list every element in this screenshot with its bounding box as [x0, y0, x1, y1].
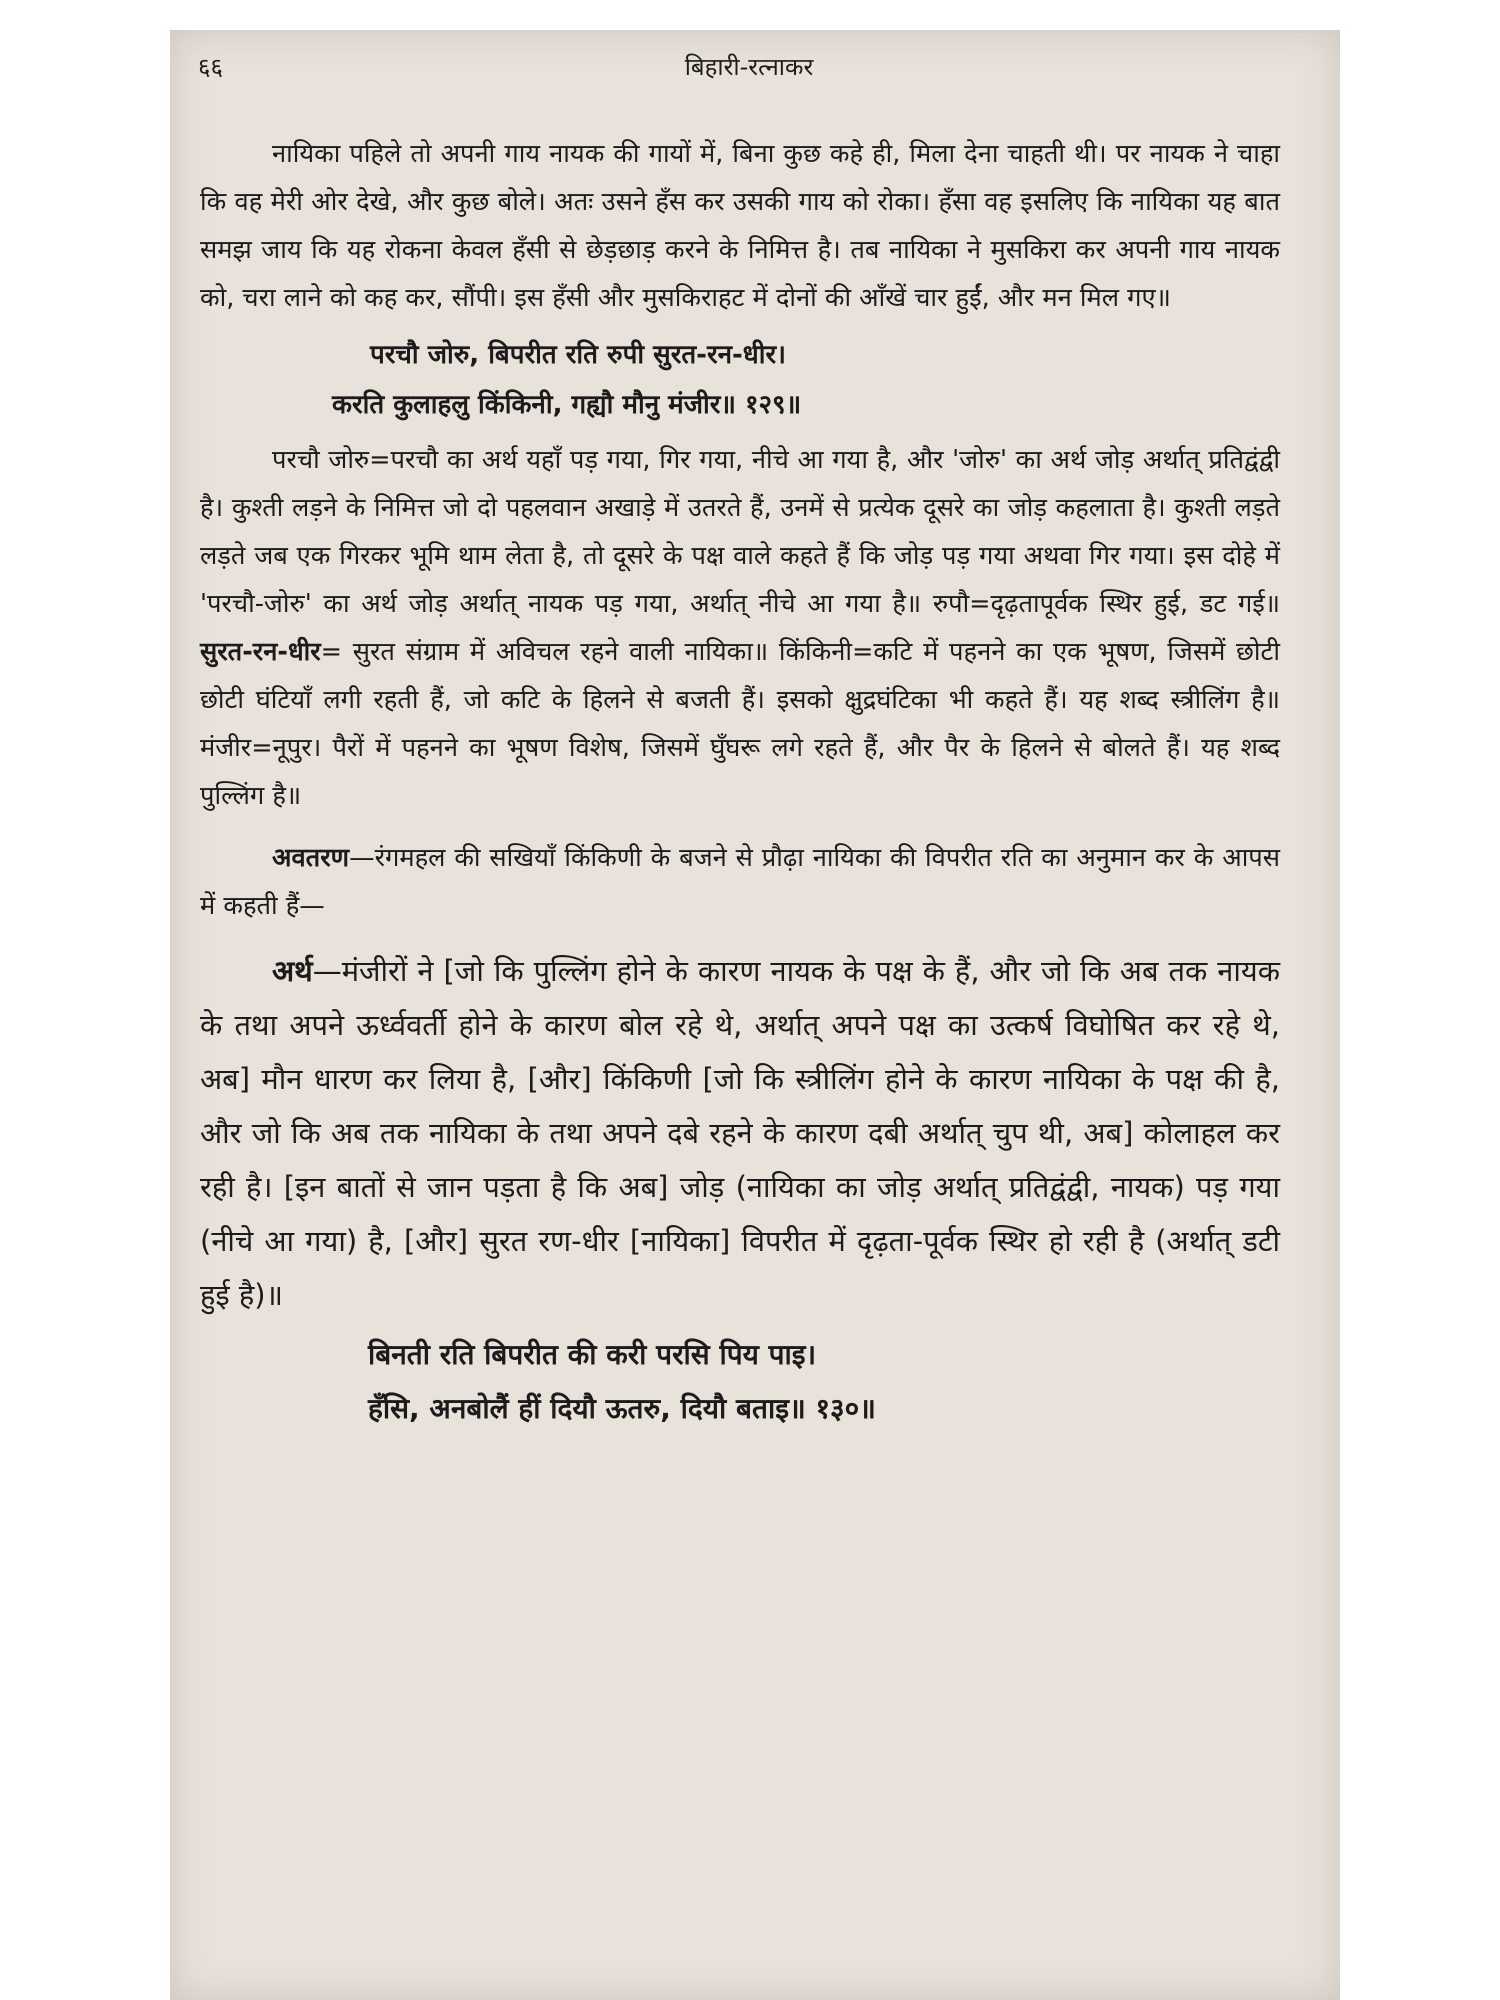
verse-130-line-1: बिनती रति बिपरीत की करी परसि पिय पाइ। [368, 1338, 817, 1371]
meaning-text: —मंजीरों ने [जो कि पुल्लिंग होने के कारण नायक के पक्ष के हैं, और जो कि अब तक नायक के तथा अपने ऊर्ध्ववर्ती होने के कारण बोल रहे थे, अर्थात् अपने पक्ष का उत्कर्ष विघोषित कर रहे थे, अब] मौन धारण कर लिया है, [और] किंकिणी [जो कि स्त्रीलिंग होने के कारण नायिका के पक्ष की है, और जो कि अब तक नायिका के तथा अपने दबे रहने के कारण दबी अर्थात् चुप थी, अब] कोलाहल कर रही है। [इन बातों से जान पड़ता है कि अब] जोड़ (नायिका का जोड़ अर्थात् प्रतिद्वंद्वी, नायक) पड़ गया (नीचे आ गया) है, [और] सुरत रण-धीर [नायिका] विपरीत में दृढ़ता-पूर्वक स्थिर हो रही है (अर्थात् डटी हुई है)॥ [200, 954, 1280, 1312]
glossary-text-rest: = सुरत संग्राम में अविचल रहने वाली नायिका॥ किंकिनी=कटि में पहनने का एक भूषण, जिसमें छोटी छोटी घंटियाँ लगी रहती हैं, जो कटि के हिलने से बजती हैं। इसको क्षुद्रघंटिका भी कहते हैं। यह शब्द स्त्रीलिंग है॥ मंजीर=नूपुर। पैरों में पहनने का भूषण विशेष, जिसमें घुँघरू लगे रहते हैं, और पैर के हिलने से बोलते हैं। यह शब्द पुल्लिंग है॥ [200, 637, 1280, 811]
page-number: ६६ [198, 53, 223, 81]
paragraph-avataran [200, 834, 1280, 930]
page-header [198, 50, 1300, 90]
paragraph-meaning [200, 944, 1280, 1322]
running-title: बिहारी-रत्नाकर [684, 53, 814, 81]
glossary-text: =परचौ का अर्थ यहाँ पड़ गया, गिर गया, नीचे आ गया है, और 'जोरु' का अर्थ जोड़ अर्थात् प्रतिद्वंद्वी है। कुश्ती लड़ने के निमित्त जो दो पहलवान अखाड़े में उतरते हैं, उनमें से प्रत्येक दूसरे का जोड़ कहलाता है। कुश्ती लड़ते लड़ते जब एक गिरकर भूमि थाम लेता है, तो दूसरे के पक्ष वाले कहते हैं कि जोड़ पड़ गया अथवा गिर गया। इस दोहे में 'परचौ-जोरु' का अर्थ जोड़ अर्थात् नायक पड़ गया, अर्थात् नीचे आ गया है॥ रुपौ=दृढ़तापूर्वक स्थिर हुई, डट गई॥ [200, 445, 1280, 619]
paragraph-explanation-128: नायिका पहिले तो अपनी गाय नायक की गायों में, बिना कुछ कहे ही, मिला देना चाहती थी। पर नायक ने चाहा कि वह मेरी ओर देखे, और कुछ बोले। अतः उसने हँस कर उसकी गाय को रोका। हँसा वह इसलिए कि नायिका यह बात समझ जाय कि यह रोकना केवल हँसी से छेड़छाड़ करने के निमित्त है। तब नायिका ने मुसकिरा कर अपनी गाय नायक को, चरा लाने को कह कर, सौंपी। इस हँसी और मुसकिराहट में दोनों की आँखें चार हुईं, और मन मिल गए॥ [200, 139, 1280, 313]
avataran-label: अवतरण [272, 843, 350, 873]
verse-129-line-1: परचौ जोरु, बिपरीत रति रुपी सुरत-रन-धीर। [370, 340, 787, 370]
verse-129 [200, 330, 1280, 430]
verse-129-line-2: करति कुलाहलु किंकिनी, गह्यौ मौनु मंजीर॥ १२९॥ [332, 390, 802, 420]
page-body [200, 130, 1280, 1442]
meaning-label: अर्थ [272, 954, 313, 988]
verse-130 [200, 1328, 1280, 1436]
book-page [170, 30, 1340, 2000]
avataran-text: —रंगमहल की सखियाँ किंकिणी के बजने से प्रौढ़ा नायिका की विपरीत रति का अनुमान कर के आपस में कहती हैं— [200, 843, 1280, 921]
glossary-lead-term: परचौ जोरु [272, 445, 370, 475]
paragraph-glossary-129 [200, 436, 1280, 820]
verse-130-line-2: हँसि, अनबोलैं हीं दियौ ऊतरु, दियौ बताइ॥ १३०॥ [368, 1392, 876, 1425]
glossary-term-surat-ran-dhir: सुरत-रन-धीर [200, 637, 321, 667]
